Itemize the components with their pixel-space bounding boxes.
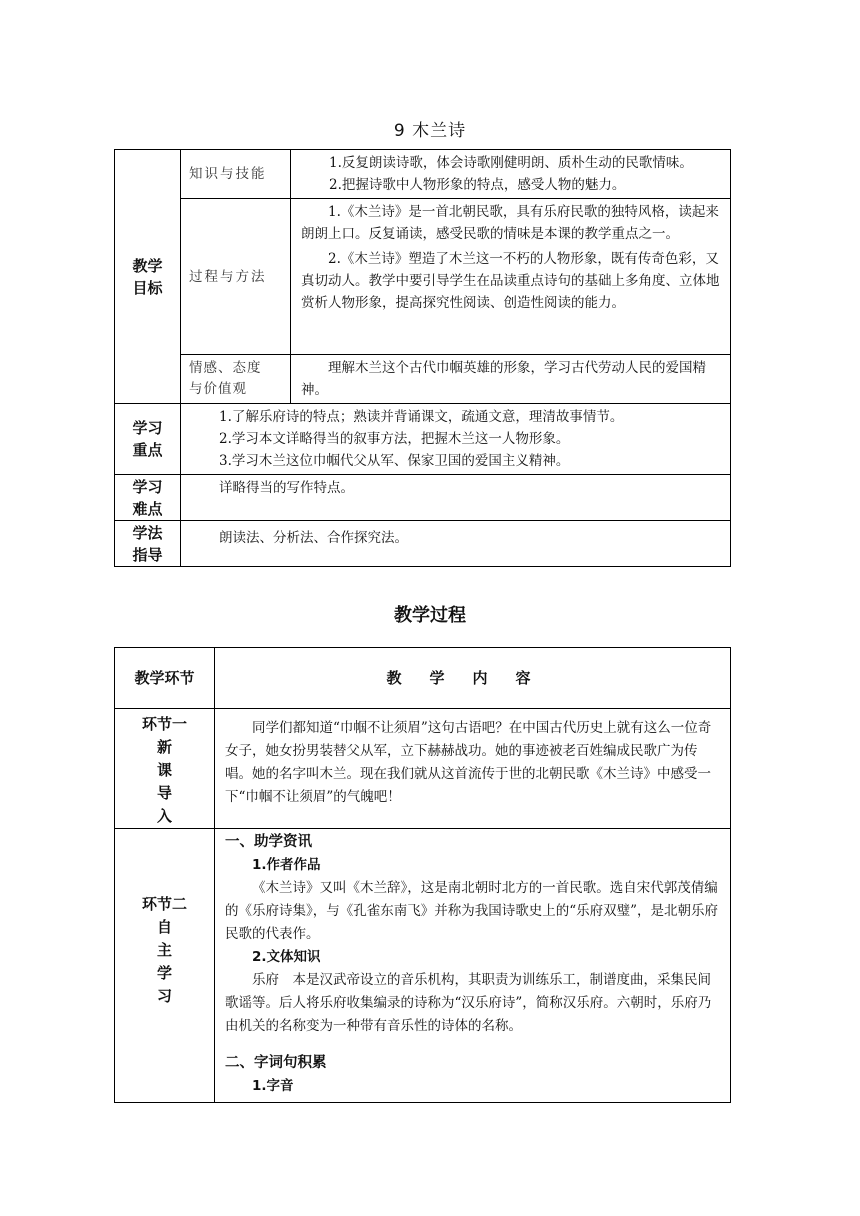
difficulties-label: 学习 难点 <box>115 475 181 521</box>
objective-process-label: 过程与方法 <box>181 199 291 355</box>
process-table <box>114 647 731 1103</box>
step2-sub-genre: 2.文体知识 <box>252 949 321 965</box>
objectives-table <box>114 149 731 567</box>
step2-label: 环节二 自 主 学 习 <box>115 829 215 1103</box>
key-points-label: 学习 重点 <box>115 404 181 475</box>
step2-sub-pronunciation: 1.字音 <box>252 1078 294 1094</box>
step2-content <box>215 829 731 1103</box>
key-points-content: 1.了解乐府诗的特点；熟读并背诵课文，疏通文意，理清故事情节。 2.学习本文详略得当的叙事方法，把握木兰这一人物形象。 3.学习木兰这位巾帼代父从军、保家卫国的爱国主义精神。 <box>181 404 731 475</box>
process-col-content-header: 教学内容 <box>215 648 731 709</box>
method-content: 朗读法、分析法、合作探究法。 <box>181 521 731 567</box>
step2-genre-text: 乐府 本是汉武帝设立的音乐机构，其职责为训练乐工，制谱度曲，采集民间歌谣等。后人将乐府收集编录的诗称为“汉乐府诗”，简称汉乐府。六朝时，乐府乃由机关的名称变为一种带有音乐性的诗体的名称。 <box>225 972 712 1034</box>
objective-emotion-content: 理解木兰这个古代巾帼英雄的形象，学习古代劳动人民的爱国精神。 <box>291 355 731 404</box>
objective-emotion-label: 情感、态度 与价值观 <box>181 355 291 404</box>
step2-sub-author: 1.作者作品 <box>252 857 321 873</box>
objective-process-content: 1.《木兰诗》是一首北朝民歌，具有乐府民歌的独特风格，读起来朗朗上口。反复诵读，感受民歌的情味是本课的教学重点之一。 2.《木兰诗》塑造了木兰这一不朽的人物形象，既有传奇色彩，又真切动人。教学中要引导学生在品读重点诗句的基础上多角度、立体地赏析人物形象，提高探究性阅读、创造性阅读的能力。 <box>291 199 731 355</box>
lesson-title: 9 木兰诗 <box>393 121 467 141</box>
objective-knowledge-content: 1.反复朗读诗歌，体会诗歌刚健明朗、质朴生动的民歌情味。 2.把握诗歌中人物形象的特点，感受人物的魅力。 <box>291 150 731 199</box>
step2-section-words: 二、字词句积累 <box>225 1055 327 1071</box>
method-label: 学法 指导 <box>115 521 181 567</box>
objectives-label: 教学 目标 <box>115 150 181 404</box>
step1-content: 同学们都知道“巾帼不让须眉”这句古语吧？在中国古代历史上就有这么一位奇女子，她女扮男装替父从军，立下赫赫战功。她的事迹被老百姓编成民歌广为传唱。她的名字叫木兰。现在我们就从这首流传于世的北朝民歌《木兰诗》中感受一下“巾帼不让须眉”的气魄吧！ <box>215 709 731 829</box>
step2-author-text: 《木兰诗》又叫《木兰辞》，这是南北朝时北方的一首民歌。选自宋代郭茂倩编的《乐府诗集》，与《孔雀东南飞》并称为我国诗歌史上的“乐府双璧”，是北朝乐府民歌的代表作。 <box>225 880 719 942</box>
process-title: 教学过程 <box>394 605 466 626</box>
step2-section-info: 一、助学资讯 <box>225 834 312 850</box>
difficulties-content: 详略得当的写作特点。 <box>181 475 731 521</box>
objective-knowledge-label: 知识与技能 <box>181 150 291 199</box>
step1-label: 环节一 新 课 导 入 <box>115 709 215 829</box>
process-col-step-header: 教学环节 <box>115 648 215 709</box>
